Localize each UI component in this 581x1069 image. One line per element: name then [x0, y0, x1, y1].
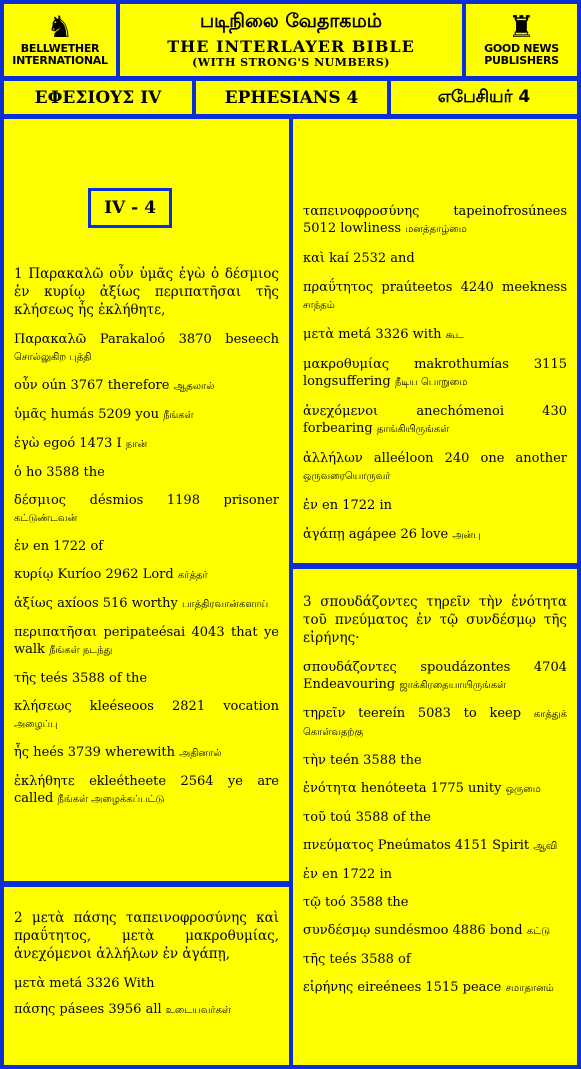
greek-word: τῷ — [303, 895, 321, 910]
greek-word: σπουδάζοντες — [303, 660, 397, 675]
word-entry — [303, 450, 567, 485]
left-top-panel — [4, 119, 289, 881]
greek-word: εἰρήνης — [303, 980, 354, 995]
word-entry — [14, 744, 279, 762]
transliteration-strongs-gloss: toú 3588 of the — [330, 810, 431, 825]
title-block — [120, 4, 462, 76]
word-entry — [303, 837, 567, 855]
transliteration-strongs-gloss: egoó 1473 I — [43, 436, 122, 451]
transliteration-strongs-gloss: Parakaloó 3870 beseech — [99, 332, 279, 347]
tamil-gloss: நான் — [125, 439, 148, 450]
transliteration-strongs-gloss: humás 5209 you — [50, 407, 159, 422]
tamil-gloss: அன்பு — [452, 530, 481, 541]
greek-word: ὁ — [14, 465, 22, 480]
word-entry — [303, 250, 567, 267]
transliteration-strongs-gloss: sundésmoo 4886 bond — [374, 923, 523, 938]
tamil-gloss: சாந்தம் — [303, 300, 335, 311]
transliteration-strongs-gloss: pásees 3956 all — [59, 1002, 162, 1017]
transliteration-strongs-gloss: heés 3739 wherewith — [33, 745, 175, 760]
tamil-gloss: சமாதானம் — [505, 983, 554, 994]
transliteration-strongs-gloss: makrothumías 3115 longsuffering — [303, 357, 567, 389]
transliteration-strongs-gloss: Kuríoo 2962 Lord — [57, 567, 174, 582]
word-entry — [14, 492, 279, 527]
transliteration-strongs-gloss: henóteeta 1775 unity — [360, 781, 502, 796]
transliteration-strongs-gloss: praúteetos 4240 meekness — [381, 280, 568, 295]
word-entry — [303, 356, 567, 391]
greek-word: καὶ — [303, 251, 326, 266]
greek-word: μετὰ — [14, 976, 46, 991]
greek-word: ὑμᾶς — [14, 407, 47, 422]
right-top-entries — [303, 203, 567, 544]
book-greek: ΕΦΕΣΙΟΥΣ IV — [4, 81, 192, 114]
tamil-gloss: அழைப்பு — [14, 719, 58, 730]
greek-word: κλήσεως — [14, 699, 72, 714]
greek-word: μακροθυμίας — [303, 357, 390, 372]
greek-word: ἀλλήλων — [303, 451, 363, 466]
transliteration-strongs-gloss: oún 3767 therefore — [41, 378, 170, 393]
greek-word: ἀγάπῃ — [303, 527, 345, 542]
tamil-gloss: உடையவர்கள் — [165, 1005, 232, 1016]
word-entry — [14, 464, 279, 481]
tamil-gloss: காத்துக் கொள்வதற்கு — [303, 709, 567, 738]
tamil-gloss: ஆவி — [533, 841, 558, 852]
bellwether-logo — [4, 4, 116, 76]
tamil-gloss: கட்டுண்டவன் — [14, 513, 78, 524]
transliteration-strongs-gloss: teereín 5083 to keep — [358, 706, 522, 721]
transliteration-strongs-gloss: teén 3588 the — [330, 753, 422, 768]
verse-2: 2 μετὰ πάσης ταπεινοφροσύνης καὶ πραΰτητος, μετὰ μακροθυμίας, ἀνεχόμενοι ἀλλήλων ἐν ἀγάπῃ, — [14, 910, 279, 962]
word-entry — [303, 497, 567, 514]
transliteration-strongs-gloss: ekleétheete 2564 ye are called — [14, 774, 279, 806]
word-entry — [14, 624, 279, 659]
transliteration-strongs-gloss: alleéloon 240 one another — [373, 451, 567, 466]
transliteration-strongs-gloss: en 1722 in — [322, 498, 392, 513]
word-entry — [14, 566, 279, 584]
greek-word: ἐγὼ — [14, 436, 40, 451]
page-title: THE INTERLAYER BIBLE — [167, 37, 415, 56]
right-bottom-entries — [303, 659, 567, 997]
greek-word: ἐκλήθητε — [14, 774, 75, 789]
greek-word: τοῦ — [303, 810, 326, 825]
tamil-gloss: நீங்கள் நடந்து — [49, 645, 113, 656]
tamil-gloss: தாங்கியிருங்கள் — [376, 424, 450, 435]
greek-word: πραΰτητος — [303, 280, 374, 295]
greek-word: ἧς — [14, 745, 30, 760]
left-bottom-entries — [14, 975, 279, 1019]
word-entry — [14, 538, 279, 555]
word-entry — [14, 670, 279, 687]
greek-word: ἀνεχόμενοι — [303, 404, 379, 419]
book-tamil: எபேசியர் 4 — [391, 81, 577, 114]
transliteration-strongs-gloss: teés 3588 of — [329, 952, 411, 967]
word-entry — [14, 698, 279, 733]
verse-1: 1 Παρακαλῶ οὖν ὑμᾶς ἐγὼ ὁ δέσμιος ἐν κυρίῳ ἀξίως περιπατῆσαι τῆς κλήσεως ἧς ἐκλήθητε, — [14, 266, 279, 318]
word-entry — [303, 659, 567, 694]
tamil-gloss: ஒருமை — [505, 784, 541, 795]
greek-word: ἐν — [14, 539, 29, 554]
transliteration-strongs-gloss: kaí 2532 and — [329, 251, 415, 266]
greek-word: Παρακαλῶ — [14, 332, 87, 347]
transliteration-strongs-gloss: désmios 1198 prisoner — [89, 493, 279, 508]
greek-word: συνδέσμῳ — [303, 923, 371, 938]
greek-word: πνεύματος — [303, 838, 374, 853]
word-entry — [14, 773, 279, 808]
word-entry — [303, 326, 567, 344]
transliteration-strongs-gloss: kleéseoos 2821 vocation — [89, 699, 279, 714]
word-entry — [14, 377, 279, 395]
word-entry — [303, 403, 567, 438]
greek-word: τηρεῖν — [303, 706, 346, 721]
word-entry — [14, 406, 279, 424]
transliteration-strongs-gloss: toó 3588 the — [324, 895, 409, 910]
greek-word: ἐν — [303, 498, 318, 513]
greek-word: ἀξίως — [14, 596, 53, 611]
word-entry — [14, 331, 279, 366]
word-entry — [303, 894, 567, 911]
tamil-gloss: கட்டு — [526, 926, 551, 937]
page-subtitle: (WITH STRONG'S NUMBERS) — [192, 56, 390, 69]
transliteration-strongs-gloss: teés 3588 of the — [40, 671, 148, 686]
transliteration-strongs-gloss: peripateésai 4043 that ye walk — [14, 625, 279, 657]
transliteration-strongs-gloss: tapeinofrosúnees 5012 lowliness — [303, 204, 567, 236]
word-entry — [303, 866, 567, 883]
good-news-figure-icon: ♜ — [508, 10, 535, 45]
transliteration-strongs-gloss: en 1722 of — [33, 539, 104, 554]
word-entry — [303, 526, 567, 544]
word-entry — [14, 975, 279, 992]
tamil-gloss: ஆதலால் — [173, 381, 215, 392]
greek-word: τῆς — [303, 952, 326, 967]
greek-word: μετὰ — [303, 327, 335, 342]
transliteration-strongs-gloss: Pneúmatos 4151 Spirit — [377, 838, 530, 853]
tamil-gloss: கூட — [445, 330, 464, 341]
greek-word: δέσμιος — [14, 493, 67, 508]
verse-3: 3 σπουδάζοντες τηρεῖν τὴν ἑνότητα τοῦ πνεύματος ἐν τῷ συνδέσμῳ τῆς εἰρήνης· — [303, 594, 567, 646]
word-entry — [303, 922, 567, 940]
transliteration-strongs-gloss: anechómenoi 430 forbearing — [303, 404, 567, 436]
word-entry — [303, 951, 567, 968]
greek-word: ἐν — [303, 867, 318, 882]
tamil-gloss: நீடிய பொறுமை — [394, 377, 468, 388]
transliteration-strongs-gloss: eireénees 1515 peace — [357, 980, 502, 995]
word-entry — [14, 595, 279, 613]
word-entry — [303, 279, 567, 314]
word-entry — [303, 809, 567, 826]
word-entry — [303, 780, 567, 798]
greek-word: τὴν — [303, 753, 326, 768]
bellwether-ram-icon: ♞ — [46, 10, 74, 45]
chapter-label: IV - 4 — [88, 188, 172, 228]
tamil-gloss: மனத்தாழ்மை — [405, 224, 467, 235]
word-entry — [303, 203, 567, 238]
tamil-gloss: ஒருவரையொருவர் — [303, 471, 391, 482]
transliteration-strongs-gloss: metá 3326 with — [338, 327, 442, 342]
word-entry — [303, 705, 567, 741]
word-entry — [303, 979, 567, 997]
transliteration-strongs-gloss: spoudázontes 4704 Endeavouring — [303, 660, 567, 692]
greek-word: ταπεινοφροσύνης — [303, 204, 420, 219]
tamil-gloss: அதினால் — [179, 748, 222, 759]
left-bottom-panel — [4, 887, 289, 1065]
greek-word: πάσης — [14, 1002, 56, 1017]
tamil-gloss: நீங்கள் — [163, 410, 194, 421]
transliteration-strongs-gloss: axíoos 516 worthy — [57, 596, 178, 611]
bellwether-logo-text: BELLWETHER INTERNATIONAL — [12, 42, 108, 67]
tamil-gloss: நீங்கள் அழைக்கப்பட்டு — [57, 794, 165, 805]
greek-word: οὖν — [14, 378, 38, 393]
word-entry — [14, 1001, 279, 1019]
tamil-gloss: சொல்லுகிற புத்தி — [14, 352, 92, 363]
book-english: EPHESIANS 4 — [196, 81, 387, 114]
tamil-gloss: ஜாக்கிரதையாயிருங்கள் — [399, 680, 507, 691]
tamil-gloss: பாத்திரவான்களாய் — [181, 599, 269, 610]
transliteration-strongs-gloss: en 1722 in — [322, 867, 392, 882]
word-entry — [14, 435, 279, 453]
greek-word: ἑνότητα — [303, 781, 357, 796]
greek-word: τῆς — [14, 671, 37, 686]
good-news-logo — [466, 4, 577, 76]
left-top-entries — [14, 331, 279, 808]
tamil-gloss: கர்த்தர் — [177, 570, 208, 581]
word-entry — [303, 752, 567, 769]
greek-word: περιπατῆσαι — [14, 625, 98, 640]
greek-word: κυρίῳ — [14, 567, 54, 582]
transliteration-strongs-gloss: metá 3326 With — [49, 976, 155, 991]
transliteration-strongs-gloss: ho 3588 the — [25, 465, 105, 480]
good-news-logo-text: GOOD NEWS PUBLISHERS — [484, 42, 559, 67]
right-top-panel — [293, 119, 577, 563]
transliteration-strongs-gloss: agápee 26 love — [348, 527, 449, 542]
title-tamil: படிநிலை வேதாகமம் — [199, 10, 383, 32]
right-bottom-panel — [293, 569, 577, 1065]
